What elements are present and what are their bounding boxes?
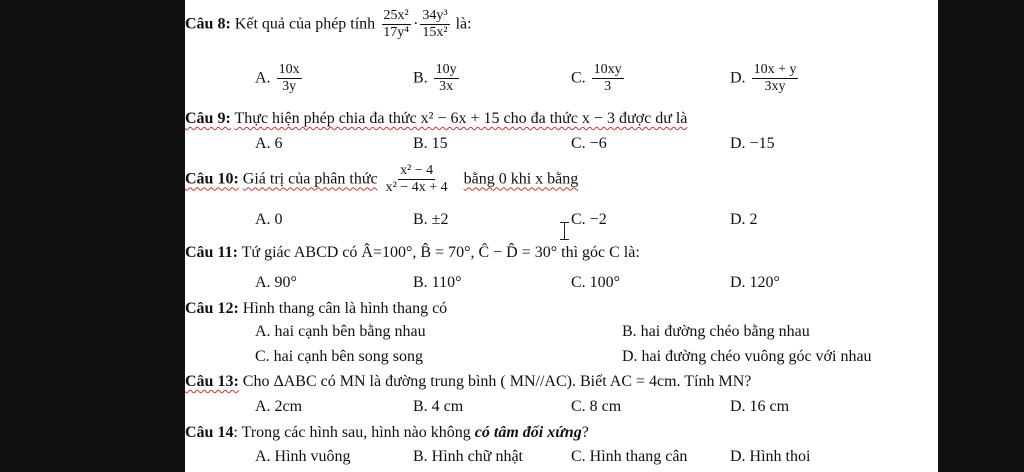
question-14-tail: ? [581, 424, 589, 441]
option-c: C. −6 [571, 135, 607, 152]
question-10-tail: bằng 0 khi x bằng [463, 170, 579, 188]
text-cursor-icon [560, 222, 570, 240]
question-8-tail: là: [455, 15, 472, 33]
option-a: A. Hình vuông [255, 448, 351, 465]
option-d: D. 120° [730, 274, 780, 291]
option-c [571, 62, 626, 95]
question-14-label: Câu 14 [185, 424, 234, 441]
question-9-label: Câu 9: [185, 110, 231, 127]
question-11-label: Câu 11: [185, 244, 238, 261]
option-c: C. −2 [571, 211, 607, 228]
option-a: A. 90° [255, 274, 297, 291]
option-num: 10xy [592, 62, 624, 79]
question-12-text: Hình thang cân là hình thang có [242, 300, 448, 317]
fraction-2 [420, 8, 449, 41]
option-den: 3x [439, 79, 454, 95]
option-a [255, 62, 304, 95]
question-8-label: Câu 8: [185, 15, 231, 33]
option-b: B. hai đường chéo bằng nhau [622, 323, 810, 340]
option-b: B. 15 [413, 135, 448, 152]
option-d: D. 2 [730, 211, 758, 228]
fraction-1-num: 25x² [382, 8, 411, 25]
option-a: A. 2cm [255, 398, 303, 415]
option-fraction [752, 62, 799, 95]
option-num: 10x + y [752, 62, 799, 79]
option-a: A. 0 [255, 211, 283, 228]
option-fraction [434, 62, 459, 95]
fraction-2-den: 15x² [422, 25, 448, 41]
option-num: 10y [434, 62, 459, 79]
question-14-emphasis: có tâm đối xứng [474, 424, 582, 441]
multiply-dot: · [413, 15, 419, 33]
option-b [413, 62, 461, 95]
option-key: D. [730, 69, 746, 87]
question-10-num: x² − 4 [398, 163, 435, 180]
question-9-text: Thực hiện phép chia đa thức x² − 6x + 15 cho đa thức x − 3 được dư là [234, 110, 688, 127]
option-d: D. 16 cm [730, 398, 790, 415]
question-10 [185, 163, 938, 196]
question-8-text: Kết quả của phép tính [234, 15, 376, 33]
option-num: 10x [277, 62, 302, 79]
question-9 [185, 110, 938, 128]
question-10-label: Câu 10: [185, 170, 239, 188]
option-b: B. 4 cm [413, 398, 464, 415]
question-13 [185, 373, 938, 391]
option-d: D. Hình thoi [730, 448, 811, 465]
question-11 [185, 244, 938, 262]
question-13-text: Cho ΔABC có MN là đường trung bình ( MN//AC). Biết AC = 4cm. Tính MN? [242, 373, 752, 390]
question-12 [185, 300, 938, 318]
document-page [185, 0, 938, 472]
fraction-1-den: 17y⁴ [383, 25, 410, 41]
option-b: B. ±2 [413, 211, 449, 228]
question-10-den: x² − 4x + 4 [385, 180, 448, 196]
option-a: A. hai cạnh bên bằng nhau [255, 323, 426, 340]
option-d: D. hai đường chéo vuông góc với nhau [622, 348, 872, 365]
option-b: B. Hình chữ nhật [413, 448, 523, 465]
question-14-text: : Trong các hình sau, hình nào không [233, 424, 471, 441]
option-fraction [592, 62, 624, 95]
option-fraction [277, 62, 302, 95]
question-11-text: Tứ giác ABCD có Â=100°, B̂ = 70°, Ĉ − D̂ = 30° thì góc C là: [241, 244, 640, 261]
question-14 [185, 424, 938, 442]
question-12-label: Câu 12: [185, 300, 239, 317]
option-key: C. [571, 69, 586, 87]
right-dark-strip [938, 0, 1024, 472]
option-b: B. 110° [413, 274, 462, 291]
question-10-text: Giá trị của phân thức [242, 170, 378, 188]
option-c: C. hai cạnh bên song song [255, 348, 423, 365]
option-den: 3y [282, 79, 297, 95]
option-a: A. 6 [255, 135, 283, 152]
question-10-fraction [384, 163, 450, 196]
fraction-1 [381, 8, 411, 41]
option-c: C. 100° [571, 274, 621, 291]
question-8 [185, 8, 938, 41]
option-c: C. 8 cm [571, 398, 622, 415]
question-13-label: Câu 13: [185, 373, 239, 390]
fraction-2-num: 34y³ [420, 8, 449, 25]
option-key: A. [255, 69, 271, 87]
option-key: B. [413, 69, 428, 87]
option-d [730, 62, 800, 95]
left-dark-strip [0, 0, 185, 472]
option-den: 3xy [764, 79, 786, 95]
option-d: D. −15 [730, 135, 775, 152]
option-den: 3 [604, 79, 612, 95]
option-c: C. Hình thang cân [571, 448, 688, 465]
